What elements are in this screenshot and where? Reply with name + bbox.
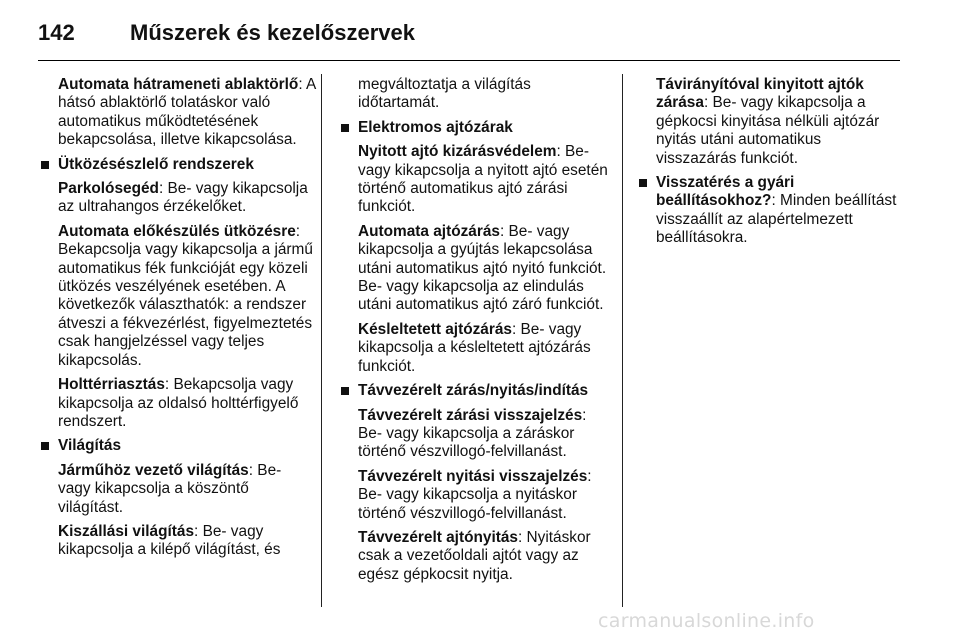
- setting-name: Visszatérés a gyári beállításokhoz?: [656, 174, 795, 210]
- watermark-text: carmanualsonline.info: [598, 610, 815, 632]
- setting-name: Holttérriasztás: [58, 376, 165, 394]
- setting-paragraph: [38, 76, 318, 150]
- setting-paragraph: [38, 376, 318, 431]
- page-header: [38, 14, 900, 61]
- setting-description: : Be- vagy kikapcsolja a gépkocsi kinyitása nélküli ajtózár nyitás utáni automatikus visszazárás funkciót.: [656, 94, 880, 167]
- section-item: [636, 174, 902, 248]
- page-number: 142: [38, 20, 75, 45]
- setting-name: Járműhöz vezető világítás: [58, 461, 249, 479]
- setting-paragraph: [38, 180, 318, 217]
- setting-paragraph: [338, 529, 610, 584]
- setting-description: : Bekapcsolja vagy kikapcsolja az oldalsó holttérfigyelő rendszert.: [58, 376, 299, 430]
- setting-paragraph: [38, 223, 318, 370]
- setting-name: Távvezérelt nyitási visszajelzés: [358, 467, 588, 485]
- text-column-2: [338, 76, 610, 590]
- column-divider-right: [622, 74, 623, 607]
- chapter-title: Műszerek és kezelőszervek: [130, 20, 415, 45]
- setting-description: : Bekapcsolja vagy kikapcsolja a jármű automatikus fék funkcióját egy közeli ütközés veszélyének esetében. A következők választhatók: a rendszer átveszi a fékvezérlést, figyelmeztetés csak hangjelzéssel vagy teljes kikapcsolás.: [58, 222, 313, 369]
- setting-description: : Be- vagy kikapcsolja a nyitáskor történő vészvillogó-felvillanást.: [358, 467, 592, 522]
- setting-paragraph: [338, 143, 610, 217]
- setting-description: : Be- vagy kikapcsolja a köszöntő világítást.: [58, 461, 282, 516]
- setting-name: Késleltetett ajtózárás: [358, 320, 512, 338]
- setting-description: : Be- vagy kikapcsolja a nyitott ajtó esetén történő automatikus ajtó zárási funkciót.: [358, 143, 608, 216]
- setting-name: Távirányítóval kinyitott ajtók zárása: [656, 76, 864, 112]
- setting-description: : Nyitáskor csak a vezetőoldali ajtót vagy az egész gépkocsit nyitja.: [358, 528, 591, 583]
- section-heading: Világítás: [38, 437, 318, 455]
- setting-description: : Minden beállítást visszaállít az alapértelmezett beállításokra.: [656, 192, 897, 247]
- setting-name: Távvezérelt zárási visszajelzés: [358, 406, 583, 424]
- setting-name: Távvezérelt ajtónyitás: [358, 528, 518, 546]
- setting-description: : A hátsó ablaktörlő tolatáskor való automatikus működtetésének bekapcsolása, illetve kikapcsolása.: [58, 76, 316, 149]
- setting-paragraph: [338, 468, 610, 523]
- setting-name: Parkolósegéd: [58, 180, 159, 198]
- text-column-3: [636, 76, 902, 254]
- setting-paragraph: [338, 407, 610, 462]
- setting-name: Automata előkészülés ütközésre: [58, 222, 296, 240]
- section-heading: Távvezérelt zárás/nyitás/indítás: [338, 382, 610, 400]
- setting-description: : Be- vagy kikapcsolja a záráskor történő vészvillogó-felvillanást.: [358, 406, 587, 461]
- text-column-1: [38, 76, 318, 566]
- setting-description: megváltoztatja a világítás időtartamát.: [358, 76, 531, 112]
- section-heading: Elektromos ajtózárak: [338, 119, 610, 137]
- setting-name: Nyitott ajtó kizárásvédelem: [358, 143, 557, 161]
- setting-paragraph: [338, 223, 610, 315]
- setting-paragraph: [338, 76, 610, 113]
- setting-paragraph: [38, 523, 318, 560]
- section-heading: Ütközésészlelő rendszerek: [38, 156, 318, 174]
- setting-name: Automata hátrameneti ablaktörlő: [58, 76, 299, 93]
- setting-description: : Be- vagy kikapcsolja a kilépő világítást, és: [58, 522, 281, 559]
- column-divider-left: [321, 74, 322, 607]
- setting-description: : Be- vagy kikapcsolja a késleltetett ajtózárás funkciót.: [358, 320, 591, 375]
- setting-paragraph: [338, 321, 610, 376]
- setting-name: Automata ajtózárás: [358, 222, 500, 240]
- setting-paragraph: [38, 462, 318, 517]
- setting-description: : Be- vagy kikapcsolja az ultrahangos érzékelőket.: [58, 180, 308, 216]
- setting-paragraph: [636, 76, 902, 168]
- setting-description: : Be- vagy kikapcsolja a gyújtás lekapcsolása utáni automatikus ajtó nyitó funkciót. Be- vagy kikapcsolja az elindulás utáni automatikus ajtó záró funkciót.: [358, 222, 607, 314]
- setting-name: Kiszállási világítás: [58, 522, 195, 540]
